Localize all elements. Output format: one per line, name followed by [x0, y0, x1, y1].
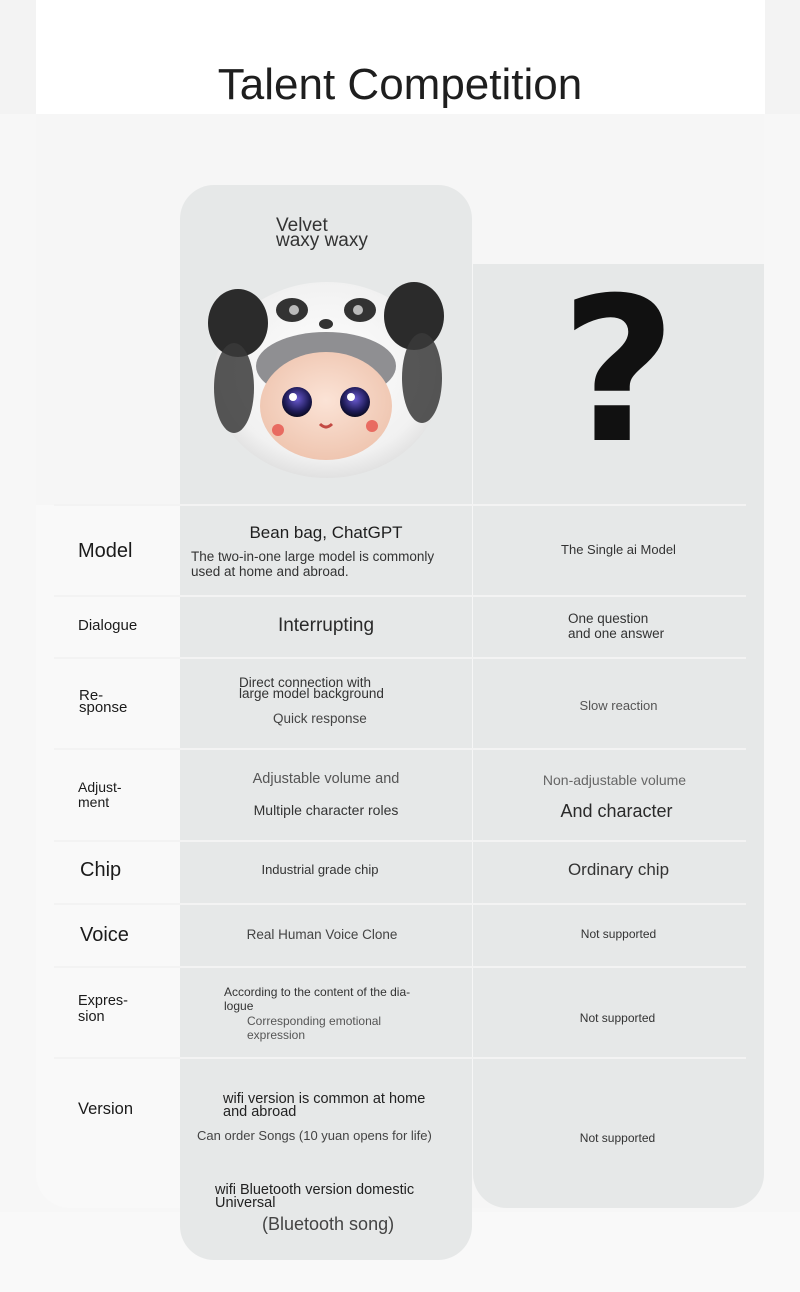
expression-competitor: Not supported [579, 1011, 656, 1025]
row-divider [54, 657, 746, 659]
row-divider [54, 1057, 746, 1059]
row-divider [54, 504, 746, 506]
row-divider [54, 966, 746, 968]
row-divider [54, 595, 746, 597]
row-label-voice: Voice [80, 924, 129, 946]
chip-product: Industrial grade chip [261, 862, 379, 877]
response-competitor: Slow reaction [579, 698, 658, 713]
row-divider [54, 748, 746, 750]
version-product-bluetooth-song: (Bluetooth song) [262, 1214, 395, 1234]
adjustment-product-roles: Multiple character roles [253, 802, 399, 818]
voice-competitor: Not supported [580, 927, 657, 941]
version-product-wifi: wifi version is common at home and abroad [223, 1091, 426, 1120]
product-name-line1: Velvet [276, 215, 328, 236]
adjustment-product-volume: Adjustable volume and [252, 771, 400, 787]
model-competitor: The Single ai Model [561, 542, 676, 557]
row-label-version: Version [78, 1100, 134, 1118]
row-divider [54, 903, 746, 905]
response-product-desc: Direct connection with large model background [239, 675, 384, 701]
model-product-title: Bean bag, ChatGPT [249, 523, 403, 542]
row-label-adjustment: Adjust- ment [78, 779, 122, 810]
row-label-model: Model [78, 540, 133, 562]
page-title: Talent Competition [217, 60, 583, 109]
product-name [276, 215, 368, 251]
panda-hood-doll-image [204, 268, 450, 483]
model-product-desc: The two-in-one large model is commonly used at home and abroad. [191, 549, 435, 579]
dialogue-product: Interrupting [277, 615, 375, 636]
response-product-speed: Quick response [273, 711, 367, 726]
chip-competitor: Ordinary chip [567, 860, 670, 879]
version-competitor: Not supported [579, 1131, 656, 1145]
row-divider [54, 840, 746, 842]
row-label-chip: Chip [80, 859, 122, 881]
row-label-response: Re- sponse [79, 687, 128, 716]
row-label-expression: Expres- sion [78, 993, 128, 1025]
question-mark-icon: ? [560, 255, 677, 488]
dialogue-competitor: One question and one answer [568, 611, 665, 641]
version-product-songs: Can order Songs (10 yuan opens for life) [197, 1128, 432, 1143]
adjustment-competitor-volume: Non-adjustable volume [542, 772, 687, 788]
adjustment-competitor-character: And character [560, 801, 673, 821]
row-label-dialogue: Dialogue [78, 617, 138, 634]
expression-product-emotion: Corresponding emotional expression [247, 1014, 382, 1042]
voice-product: Real Human Voice Clone [246, 927, 398, 942]
expression-product-desc: According to the content of the dia- logue [224, 985, 411, 1013]
product-name-line2: waxy waxy [276, 230, 368, 251]
version-product-bluetooth: wifi Bluetooth version domestic Universal [215, 1182, 415, 1211]
